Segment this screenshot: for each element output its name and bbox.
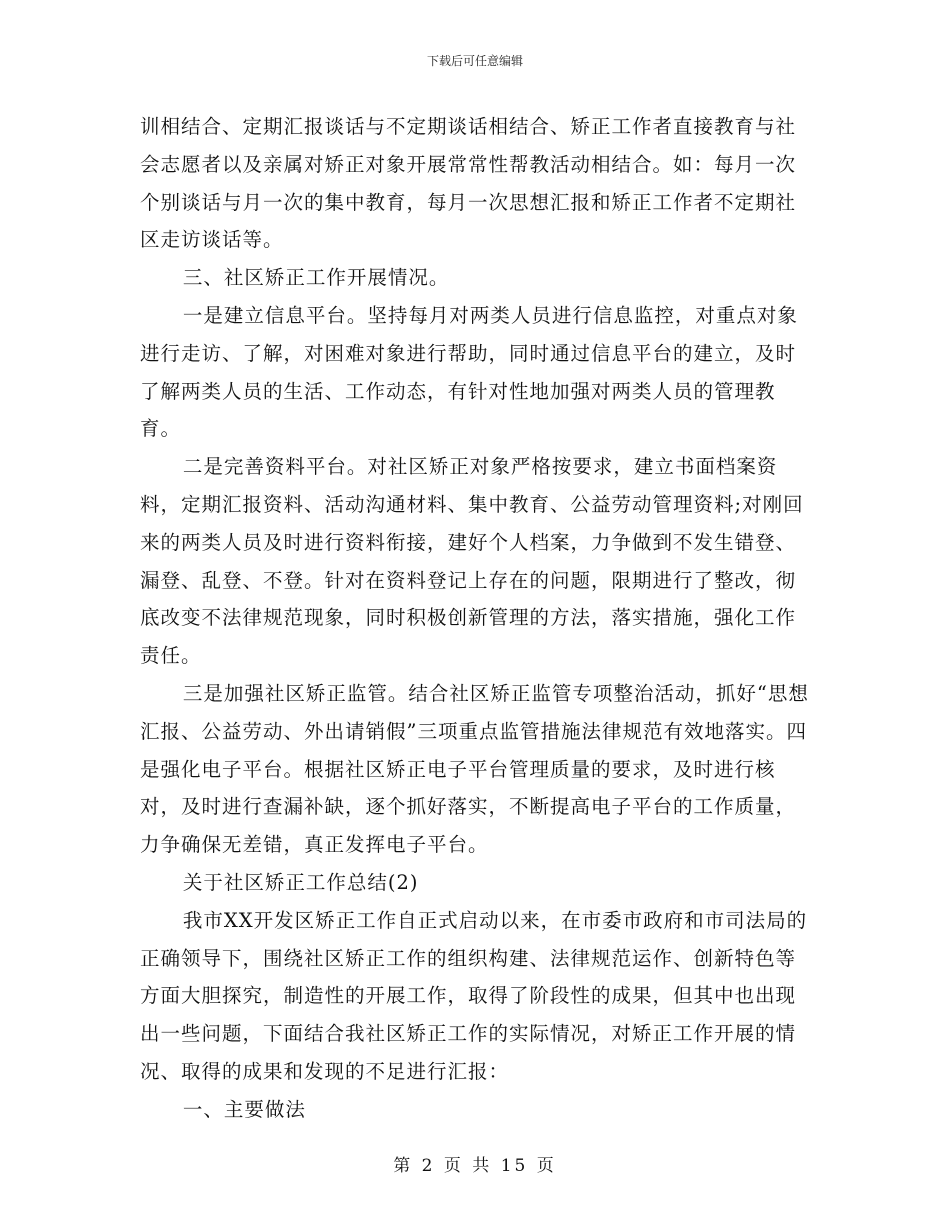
paragraph: 三是加强社区矫正监管。结合社区矫正监管专项整治活动，抓好“思想汇报、公益劳动、外出请销假”三项重点监管措施法律规范有效地落实。四是强化电子平台。根据社区矫正电子平台管理质量的要求，及时进行核对，及时进行查漏补缺，逐个抓好落实，不断提高电子平台的工作质量，力争确保无差错，真正发挥电子平台。: [140, 681, 809, 857]
paragraph: 二是完善资料平台。对社区矫正对象严格按要求，建立书面档案资料，定期汇报资料、活动沟通材料、集中教育、公益劳动管理资料;对刚回来的两类人员及时进行资料衔接，建好个人档案，力争做到不发生错登、漏登、乱登、不登。针对在资料登记上存在的问题，限期进行了整改，彻底改变不法律规范现象，同时积极创新管理的方法，落实措施，强化工作责任。: [140, 455, 804, 668]
page-header: 下载后可任意编辑: [426, 54, 523, 68]
section-heading: 一、主要做法: [182, 1097, 306, 1121]
page-number: 第 2 页 共 15 页: [393, 1156, 557, 1176]
section-heading: 三、社区矫正工作开展情况。: [182, 266, 450, 290]
paragraph: 我市XX开发区矫正工作自正式启动以来，在市委市政府和市司法局的正确领导下，围绕社区矫正工作的组织构建、法律规范运作、创新特色等方面大胆探究，制造性的开展工作，取得了阶段性的成果，但其中也出现出一些问题，下面结合我社区矫正工作的实际情况，对矫正工作开展的情况、取得的成果和发现的不足进行汇报：: [140, 908, 808, 1083]
document-body: [140, 108, 812, 1129]
paragraph: 训相结合、定期汇报谈话与不定期谈话相结合、矫正工作者直接教育与社会志愿者以及亲属对矫正对象开展常常性帮教活动相结合。如：每月一次个别谈话与月一次的集中教育，每月一次思想汇报和矫正工作者不定期社区走访谈话等。: [140, 115, 797, 252]
document-subtitle: 关于社区矫正工作总结(2): [182, 870, 419, 894]
paragraph: 一是建立信息平台。坚持每月对两类人员进行信息监控，对重点对象进行走访、了解，对困难对象进行帮助，同时通过信息平台的建立，及时了解两类人员的生活、工作动态，有针对性地加强对两类人员的管理教育。: [140, 303, 798, 441]
